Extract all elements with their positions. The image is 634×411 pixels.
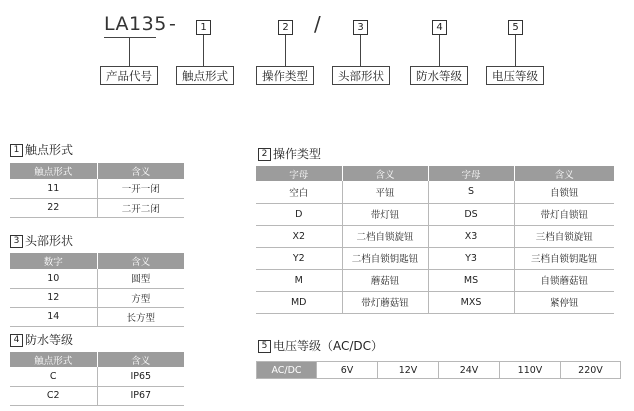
head-shape-title-text: 头部形状 (25, 234, 74, 248)
operation-type-title (258, 146, 321, 162)
cell: C (10, 367, 97, 386)
voltage-title-text: 电压等级（AC/DC） (273, 339, 384, 353)
connector-4 (439, 35, 440, 66)
cell: 方型 (97, 288, 184, 307)
model-pos-2-box: 2 (278, 20, 293, 35)
cell: 二档自锁钥匙钮 (342, 247, 428, 269)
connector-5 (515, 35, 516, 66)
product-code-label: 产品代号 (100, 66, 158, 85)
cell: MD (256, 291, 342, 313)
cell: MXS (428, 291, 514, 313)
cell: 平钮 (342, 181, 428, 203)
model-underline (104, 37, 156, 38)
waterproof-title (10, 332, 73, 348)
operation-type-label: 操作类型 (256, 66, 314, 85)
model-pos-5-box: 5 (508, 20, 523, 35)
table-row (10, 198, 184, 217)
table-row (10, 179, 184, 198)
head-shape-table (10, 253, 184, 327)
cell: D (256, 203, 342, 225)
cell: 蘑菇钮 (342, 269, 428, 291)
cell: 一开一闭 (97, 179, 184, 198)
cell: X3 (428, 225, 514, 247)
connector-1 (203, 35, 204, 66)
table-row (256, 247, 614, 269)
cell: 110V (500, 362, 561, 379)
model-slash: / (314, 12, 321, 36)
cell: 14 (10, 307, 97, 326)
header-cell: AC/DC (257, 362, 317, 379)
cell: 12V (378, 362, 439, 379)
table-row (256, 269, 614, 291)
model-pos-1-box: 1 (196, 20, 211, 35)
table-row (10, 367, 184, 386)
cell: 带灯钮 (342, 203, 428, 225)
header-cell: 含义 (97, 352, 184, 367)
contact-form-table (10, 163, 184, 218)
contact-form-title-text: 触点形式 (25, 143, 74, 157)
cell: MS (428, 269, 514, 291)
cell: C2 (10, 386, 97, 405)
cell: X2 (256, 225, 342, 247)
contact-form-label: 触点形式 (176, 66, 234, 85)
connector-product (129, 38, 130, 66)
cell: 自锁蘑菇钮 (514, 269, 614, 291)
connector-2 (285, 35, 286, 66)
header-cell: 含义 (97, 253, 184, 269)
model-pos-3-box: 3 (353, 20, 368, 35)
cell: 11 (10, 179, 97, 198)
table-row (257, 362, 621, 379)
contact-form-title (10, 142, 73, 158)
operation-type-title-text: 操作类型 (273, 147, 322, 161)
cell: 长方型 (97, 307, 184, 326)
cell: 自锁钮 (514, 181, 614, 203)
voltage-table (256, 361, 621, 379)
waterproof-table (10, 352, 184, 406)
cell: M (256, 269, 342, 291)
header-cell: 触点形式 (10, 163, 97, 179)
head-shape-num: 3 (10, 235, 23, 248)
table-row (256, 203, 614, 225)
model-prefix: LA135 (104, 13, 167, 35)
cell: 12 (10, 288, 97, 307)
header-cell: 含义 (342, 166, 428, 181)
cell: DS (428, 203, 514, 225)
table-row (10, 288, 184, 307)
header-cell: 字母 (256, 166, 342, 181)
voltage-num: 5 (258, 340, 271, 353)
header-cell: 字母 (428, 166, 514, 181)
table-row (10, 269, 184, 288)
cell: 带灯蘑菇钮 (342, 291, 428, 313)
cell: 三档自锁旋钮 (514, 225, 614, 247)
voltage-title (258, 338, 383, 354)
cell: Y2 (256, 247, 342, 269)
header-cell: 数字 (10, 253, 97, 269)
cell: 圆型 (97, 269, 184, 288)
connector-3 (360, 35, 361, 66)
cell: 紧停钮 (514, 291, 614, 313)
cell: 二开二闭 (97, 198, 184, 217)
cell: 6V (317, 362, 378, 379)
cell: 三档自锁钥匙钮 (514, 247, 614, 269)
cell: IP67 (97, 386, 184, 405)
cell: 24V (439, 362, 500, 379)
cell: 22 (10, 198, 97, 217)
table-row (256, 291, 614, 313)
table-row (256, 181, 614, 203)
cell: Y3 (428, 247, 514, 269)
cell: 二档自锁旋钮 (342, 225, 428, 247)
head-shape-title (10, 233, 73, 249)
cell: 220V (561, 362, 621, 379)
operation-type-table (256, 166, 614, 314)
table-row (10, 307, 184, 326)
operation-type-num: 2 (258, 148, 271, 161)
waterproof-label: 防水等级 (410, 66, 468, 85)
contact-form-num: 1 (10, 144, 23, 157)
voltage-label: 电压等级 (486, 66, 544, 85)
table-row (10, 386, 184, 405)
waterproof-num: 4 (10, 334, 23, 347)
cell: S (428, 181, 514, 203)
head-shape-label: 头部形状 (332, 66, 390, 85)
header-cell: 含义 (514, 166, 614, 181)
cell: IP65 (97, 367, 184, 386)
waterproof-title-text: 防水等级 (25, 333, 74, 347)
model-dash: - (169, 13, 176, 35)
header-cell: 触点形式 (10, 352, 97, 367)
table-row (256, 225, 614, 247)
model-pos-4-box: 4 (432, 20, 447, 35)
cell: 带灯自锁钮 (514, 203, 614, 225)
cell: 10 (10, 269, 97, 288)
header-cell: 含义 (97, 163, 184, 179)
cell: 空白 (256, 181, 342, 203)
